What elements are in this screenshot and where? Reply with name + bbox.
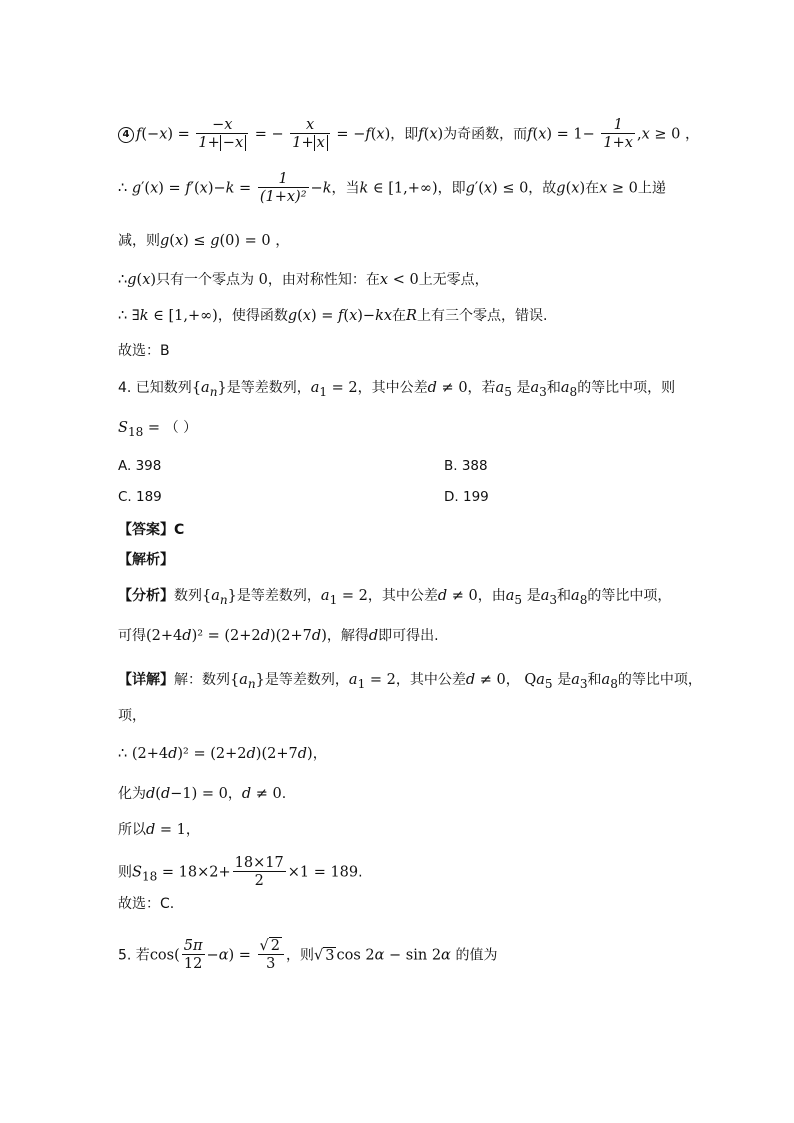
- solution-line-2: ∴ g′(x) = f′(x)−k = $\frac{1}{\text{(1+x)²}}$ −k，当k ∈ [1,+∞)，即g′(x) ≤ 0，故g(x)在x ≥ 0上递: [118, 171, 666, 205]
- analysis-heading: 【解析】: [118, 552, 174, 568]
- analysis-line-1: 【分析】数列$\{a_n\}$是等差数列，$a_1 = 2$，其中公差d ≠ 0，由$a_5$ 是$a_3$和$a_8$的等比中项，: [118, 588, 672, 607]
- option-b[interactable]: B. 388: [444, 458, 488, 474]
- solution-line-3: 减，则g(x) ≤ g(0) = 0 ，: [118, 233, 290, 249]
- question-5-stem: 5. 若cos( $\frac{5\pi}{12}$ −α) = $\frac{√ 2}{3}$ ，则√ 3 cos 2α − sin 2α 的值为: [118, 938, 498, 972]
- detail-line-4: 化为d(d−1) = 0，d ≠ 0.: [118, 786, 287, 802]
- circled-four-icon: 4: [118, 127, 134, 143]
- question-4-stem-2: $S_{18}$ = （ ）: [118, 420, 198, 439]
- detail-line-5: 所以d = 1，: [118, 822, 200, 838]
- analysis-line-2: 可得(2+4d)² = (2+2d)(2+7d)，解得d即可得出.: [118, 628, 439, 644]
- option-d[interactable]: D. 199: [444, 489, 489, 505]
- detail-conclusion: 故选：C.: [118, 896, 175, 912]
- solution-line-4: ∴g(x)只有一个零点为 0，由对称性知：在x < 0上无零点，: [118, 272, 489, 288]
- option-c[interactable]: C. 189: [118, 489, 162, 505]
- answer-label: 【答案】C: [118, 522, 185, 538]
- detail-line-6: 则$S_{18} = 18\times 2+$ $\frac{18\times 17}{2}$ ×1 = 189.: [118, 855, 363, 889]
- solution-line-1: 4 f(−x) = $\frac{-x}{1+ -x}$ = − $\frac{x}{1+ x}$ = −f(x)，即f(x)为奇函数，而f(x) = 1− $\frac{1}{1+x}$ ,x ≥ 0 ，: [118, 117, 699, 152]
- detail-line-1: 【详解】解：数列$\{a_n\}$是等差数列，$a_1 = 2$，其中公差d ≠ 0， $Qa_5$ 是$a_3$和$a_8$的等比中项，: [118, 672, 702, 691]
- option-a[interactable]: A. 398: [118, 458, 162, 474]
- detail-line-3: ∴ (2+4d)² = (2+2d)(2+7d)，: [118, 746, 327, 762]
- question-4-stem: 4. 已知数列$\{a_n\}$是等差数列，$a_1 = 2$，其中公差d ≠ 0，若$a_5$ 是$a_3$和$a_8$的等比中项，则: [118, 380, 676, 399]
- solution-line-5: ∴ ∃k ∈ [1,+∞)，使得函数g(x) = f(x)−kx在R上有三个零点，错误.: [118, 308, 548, 324]
- detail-line-2: 项，: [118, 708, 146, 724]
- solution-conclusion: 故选：B: [118, 343, 170, 359]
